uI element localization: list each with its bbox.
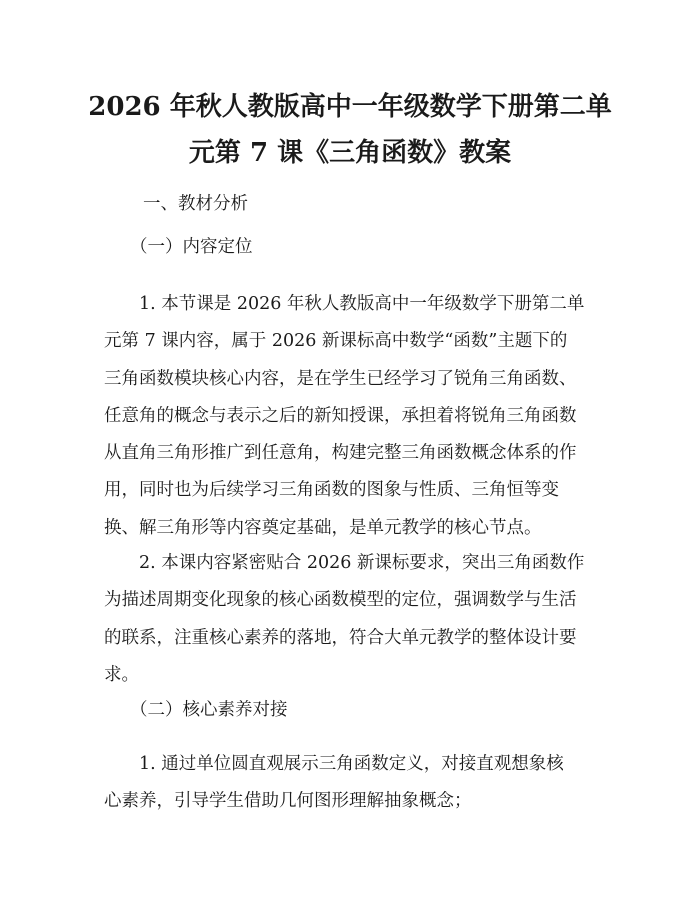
paragraph-core-literacy-1 — [104, 746, 599, 821]
paragraph-line: 从直角三角形推广到任意角，构建完整三角函数概念体系的作 — [104, 443, 577, 464]
paragraph-line: 换、解三角形等内容奠定基础，是单元教学的核心节点。 — [104, 517, 542, 538]
document-title-line-1: 2026 年秋人教版高中一年级数学下册第二单 — [88, 92, 612, 122]
paragraph-line: 心素养，引导学生借助几何图形理解抽象概念； — [104, 791, 472, 812]
paragraph-line: 2. 本课内容紧密贴合 2026 新课标要求，突出三角函数作 — [104, 553, 585, 573]
paragraph-line: 1. 通过单位圆直观展示三角函数定义，对接直观想象核 — [104, 754, 564, 774]
paragraph-line: 的联系，注重核心素养的落地，符合大单元教学的整体设计要 — [104, 627, 577, 648]
paragraph-line: 求。 — [104, 664, 139, 685]
subsection-heading-core-literacy: （二）核心素养对接 — [130, 700, 288, 720]
paragraph-line: 1. 本节课是 2026 年秋人教版高中一年级数学下册第二单 — [104, 294, 585, 314]
paragraph-line: 三角函数模块核心内容，是在学生已经学习了锐角三角函数、 — [104, 368, 577, 389]
subsection-heading-content-positioning: （一）内容定位 — [130, 237, 253, 257]
paragraph-content-positioning-2 — [104, 545, 599, 694]
paragraph-line: 用，同时也为后续学习三角函数的图象与性质、三角恒等变 — [104, 480, 559, 501]
paragraph-line: 任意角的概念与表示之后的新知授课，承担着将锐角三角函数 — [104, 405, 577, 426]
paragraph-content-positioning-1 — [104, 286, 599, 547]
paragraph-line: 元第 7 课内容，属于 2026 新课标高中数学“函数”主题下的 — [104, 331, 568, 352]
section-heading-textbook-analysis: 一、教材分析 — [143, 194, 248, 214]
document-title-line-2: 元第 7 课《三角函数》教案 — [188, 138, 512, 168]
paragraph-line: 为描述周期变化现象的核心函数模型的定位，强调数学与生活 — [104, 590, 577, 611]
